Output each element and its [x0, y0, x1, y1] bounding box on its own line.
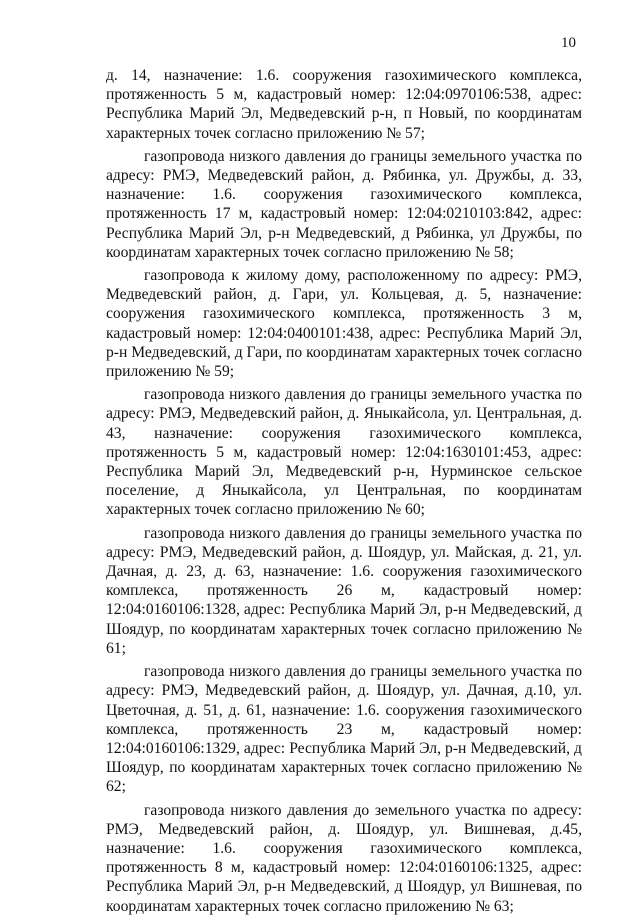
paragraph-continuation-57: д. 14, назначение: 1.6. сооружения газохимического комплекса, протяженность 5 м, кадастровый номер: 12:04:0970106:538, адрес: Республика Марий Эл, Медведевский р-н, п Новый, по координатам характерных точек согласно приложению № 57;	[106, 67, 582, 142]
paragraph-item-58: газопровода низкого давления до границы земельного участка по адресу: РМЭ, Медведевский район, д. Рябинка, ул. Дружбы, д. 33, назначение: 1.6. сооружения газохимического комплекса, протяженность 17 м, кадастровый номер: 12:04:0210103:842, адрес: Республика Марий Эл, р-н Медведевский, д Рябинка, ул Дружбы, по координатам характерных точек согласно приложению № 58;	[106, 147, 582, 261]
page-number: 10	[561, 35, 576, 51]
paragraph-item-59: газопровода к жилому дому, расположенному по адресу: РМЭ, Медведевский район, д. Гари, ул. Кольцевая, д. 5, назначение: сооружения газохимического комплекса, протяженность 3 м, кадастровый номер: 12:04:0400101:438, адрес: Республика Марий Эл, р-н Медведевский, д Гари, по координатам характерных точек согласно приложению № 59;	[106, 267, 582, 381]
paragraph-item-63: газопровода низкого давления до земельного участка по адресу: РМЭ, Медведевский район, д. Шоядур, ул. Вишневая, д.45, назначение: 1.6. сооружения газохимического комплекса, протяженность 8 м, кадастровый номер: 12:04:0160106:1325, адрес: Республика Марий Эл, р-н Медведевский, д Шоядур, ул Вишневая, по координатам характерных точек согласно приложению № 63;	[106, 801, 582, 915]
paragraph-item-62: газопровода низкого давления до границы земельного участка по адресу: РМЭ, Медведевский район, д. Шоядур, ул. Дачная, д.10, ул. Цветочная, д. 51, д. 61, назначение: 1.6. сооружения газохимического комплекса, протяженность 23 м, кадастровый номер: 12:04:0160106:1329, адрес: Республика Марий Эл, р-н Медведевский, д Шоядур, по координатам характерных точек согласно приложению № 62;	[106, 663, 582, 796]
paragraph-item-61: газопровода низкого давления до границы земельного участка по адресу: РМЭ, Медведевский район, д. Шоядур, ул. Майская, д. 21, ул. Дачная, д. 23, д. 63, назначение: 1.6. сооружения газохимического комплекса, протяженность 26 м, кадастровый номер: 12:04:0160106:1328, адрес: Республика Марий Эл, р-н Медведевский, д Шоядур, по координатам характерных точек согласно приложению № 61;	[106, 524, 582, 657]
paragraph-item-60: газопровода низкого давления до границы земельного участка по адресу: РМЭ, Медведевский район, д. Яныкайсола, ул. Центральная, д. 43, назначение: сооружения газохимического комплекса, протяженность 5 м, кадастровый номер: 12:04:1630101:453, адрес: Республика Марий Эл, Медведевский р-н, Нурминское сельское поселение, д Яныкайсола, ул Центральная, по координатам характерных точек согласно приложению № 60;	[106, 386, 582, 519]
document-body	[106, 66, 582, 920]
